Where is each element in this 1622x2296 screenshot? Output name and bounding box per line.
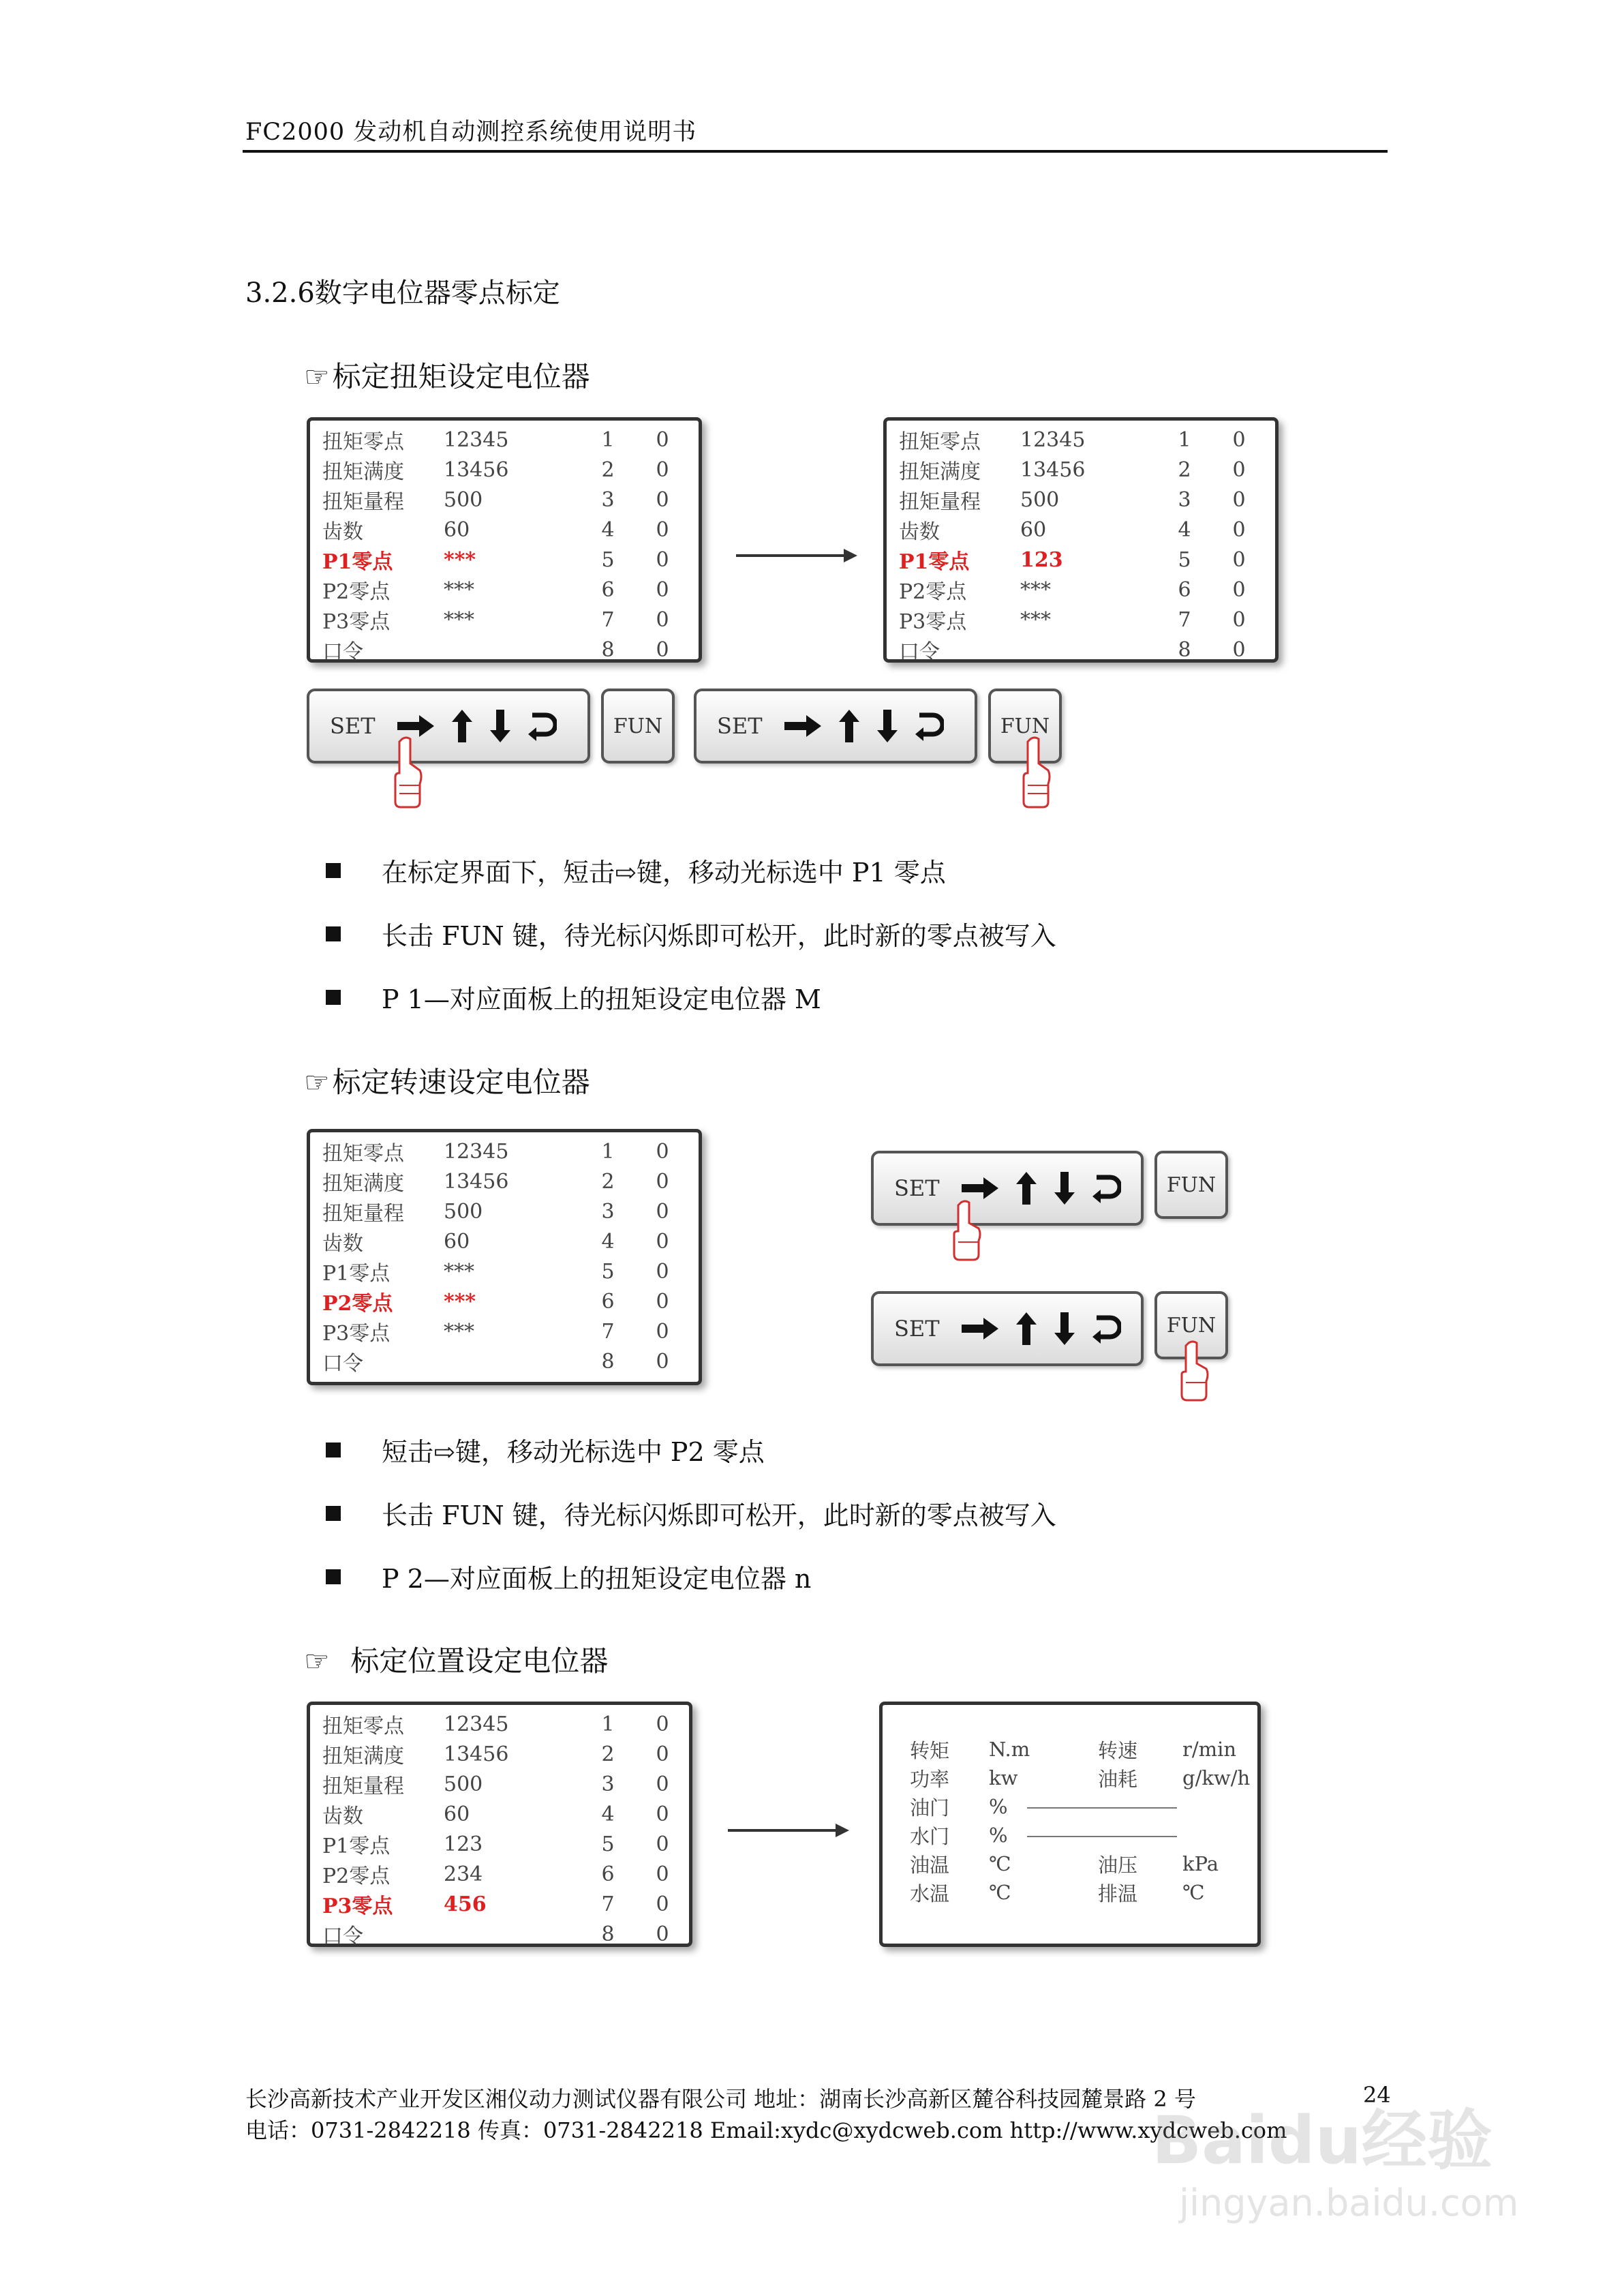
row-status: 0 bbox=[656, 487, 669, 512]
right-arrow-key-icon[interactable] bbox=[960, 1315, 1000, 1342]
row-index: 6 bbox=[1178, 577, 1191, 602]
param-value: 12345 bbox=[444, 1712, 509, 1736]
up-arrow-key-icon[interactable] bbox=[450, 708, 474, 744]
down-arrow-key-icon[interactable] bbox=[876, 708, 899, 744]
row-index: 1 bbox=[601, 1139, 615, 1164]
table-row bbox=[322, 1709, 686, 1739]
unit: kPa bbox=[1182, 1852, 1219, 1875]
table-row bbox=[899, 455, 1263, 485]
row-status: 0 bbox=[1232, 547, 1246, 572]
param-value: 60 bbox=[444, 517, 470, 542]
header-divider bbox=[243, 150, 1388, 153]
return-key-icon[interactable] bbox=[527, 710, 557, 742]
param-name: 口令 bbox=[322, 640, 363, 664]
row-status: 0 bbox=[656, 607, 669, 632]
table-row bbox=[322, 1739, 686, 1769]
param-value: 500 bbox=[444, 487, 483, 512]
row-status: 0 bbox=[1232, 577, 1246, 602]
param-value: 12345 bbox=[1020, 427, 1086, 452]
bar-graph-line bbox=[1027, 1807, 1177, 1809]
param-name: P2零点 bbox=[899, 580, 967, 604]
row-index: 7 bbox=[601, 607, 615, 632]
lcd-screen-measurement bbox=[879, 1702, 1261, 1947]
calibration-table bbox=[899, 425, 1263, 665]
row-index: 8 bbox=[601, 637, 615, 662]
section-title: 3.2.6数字电位器零点标定 bbox=[245, 277, 560, 309]
param-value: 500 bbox=[444, 1199, 483, 1224]
param-name: 齿数 bbox=[899, 520, 940, 544]
table-row bbox=[899, 635, 1263, 665]
row-index: 6 bbox=[601, 577, 615, 602]
list-item: 在标定界面下，短击⇨键，移动光标选中 P1 零点 bbox=[326, 839, 1056, 902]
instruction-list bbox=[326, 1418, 1056, 1608]
set-key[interactable]: SET bbox=[894, 1175, 940, 1201]
unit: ℃ bbox=[989, 1852, 1011, 1875]
label: 油压 bbox=[1098, 1853, 1138, 1877]
param-name: 扭矩零点 bbox=[899, 430, 981, 454]
table-row bbox=[322, 1166, 686, 1196]
table-row bbox=[322, 1136, 686, 1166]
row-index: 8 bbox=[601, 1922, 615, 1946]
row-index: 4 bbox=[1178, 517, 1191, 542]
row-status: 0 bbox=[656, 1229, 669, 1254]
watermark-url: jingyan.baidu.com bbox=[1179, 2181, 1519, 2224]
row-status: 0 bbox=[656, 1832, 669, 1856]
pressing-finger-icon bbox=[951, 1200, 983, 1261]
row-status: 0 bbox=[656, 517, 669, 542]
param-name: P2零点 bbox=[322, 580, 391, 604]
param-value: 13456 bbox=[444, 1742, 509, 1766]
table-row bbox=[322, 1226, 686, 1256]
right-arrow-key-icon[interactable] bbox=[783, 712, 823, 740]
row-status: 0 bbox=[656, 1289, 669, 1314]
unit: % bbox=[989, 1824, 1008, 1847]
right-arrow-icon bbox=[728, 1820, 851, 1841]
table-row bbox=[322, 425, 686, 455]
row-index: 1 bbox=[601, 427, 615, 452]
param-name: P3零点 bbox=[322, 1322, 391, 1346]
watermark bbox=[1152, 2100, 1533, 2263]
row-status: 0 bbox=[656, 427, 669, 452]
return-key-icon[interactable] bbox=[1091, 1312, 1121, 1345]
table-row bbox=[899, 485, 1263, 515]
unit: ℃ bbox=[1182, 1881, 1205, 1904]
label: 油温 bbox=[910, 1853, 950, 1877]
pressing-finger-icon bbox=[1021, 736, 1052, 810]
table-row bbox=[322, 635, 686, 665]
table-row bbox=[899, 605, 1263, 635]
unit: g/kw/h bbox=[1182, 1766, 1251, 1789]
row-index: 7 bbox=[1178, 607, 1191, 632]
row-status: 0 bbox=[656, 1742, 669, 1766]
row-status: 0 bbox=[656, 1772, 669, 1796]
param-value: *** bbox=[444, 577, 474, 602]
param-name: 扭矩量程 bbox=[322, 1202, 404, 1226]
row-index: 8 bbox=[601, 1349, 615, 1374]
row-status: 0 bbox=[656, 1319, 669, 1344]
param-value: 234 bbox=[444, 1862, 483, 1886]
param-value: 60 bbox=[444, 1802, 470, 1826]
table-row bbox=[322, 1316, 686, 1346]
down-arrow-key-icon[interactable] bbox=[489, 708, 512, 744]
down-arrow-key-icon[interactable] bbox=[1053, 1311, 1076, 1346]
param-value: 500 bbox=[1020, 487, 1060, 512]
row-status: 0 bbox=[1232, 427, 1246, 452]
lcd-screen-torque-before bbox=[307, 417, 702, 663]
table-row bbox=[322, 605, 686, 635]
row-status: 0 bbox=[656, 1922, 669, 1946]
table-row bbox=[322, 1889, 686, 1919]
param-name: 口令 bbox=[899, 640, 940, 664]
param-value: 123 bbox=[444, 1832, 483, 1856]
pointing-hand-icon: ☞ bbox=[304, 1066, 330, 1099]
row-status: 0 bbox=[656, 637, 669, 662]
set-key[interactable]: SET bbox=[330, 713, 376, 739]
param-value: 12345 bbox=[444, 1139, 509, 1164]
row-index: 1 bbox=[1178, 427, 1191, 452]
row-index: 2 bbox=[601, 1742, 615, 1766]
row-status: 0 bbox=[656, 1259, 669, 1284]
param-name: P1零点 bbox=[899, 550, 970, 574]
label: 转速 bbox=[1098, 1738, 1138, 1762]
lcd-screen-speed bbox=[307, 1129, 702, 1385]
table-row bbox=[322, 1286, 686, 1316]
row-index: 3 bbox=[1178, 487, 1191, 512]
bar-graph-line bbox=[1027, 1836, 1177, 1837]
list-item: P 1—对应面板上的扭矩设定电位器 M bbox=[326, 965, 1056, 1029]
label: 油门 bbox=[910, 1796, 950, 1819]
label: 排温 bbox=[1098, 1882, 1138, 1905]
table-row bbox=[322, 1196, 686, 1226]
row-index: 1 bbox=[601, 1712, 615, 1736]
param-name: 口令 bbox=[322, 1352, 363, 1376]
param-name: P3零点 bbox=[899, 610, 967, 634]
row-index: 4 bbox=[601, 1229, 615, 1254]
table-row bbox=[322, 1859, 686, 1889]
row-index: 8 bbox=[1178, 637, 1191, 662]
fun-key[interactable]: FUN bbox=[601, 689, 675, 764]
param-name: 扭矩零点 bbox=[322, 430, 404, 454]
param-name: 扭矩满度 bbox=[322, 1172, 404, 1196]
pressing-finger-icon bbox=[393, 736, 424, 810]
calibration-table bbox=[322, 1709, 686, 1949]
param-value: 123 bbox=[1020, 547, 1063, 572]
torque-subsection-title: ☞标定扭矩设定电位器 bbox=[304, 360, 590, 393]
fun-key[interactable]: FUN bbox=[988, 689, 1062, 764]
label: 转矩 bbox=[910, 1738, 950, 1762]
param-name: 扭矩量程 bbox=[322, 1774, 404, 1798]
list-item: 长击 FUN 键，待光标闪烁即可松开，此时新的零点被写入 bbox=[326, 902, 1056, 965]
table-row bbox=[899, 575, 1263, 605]
row-index: 3 bbox=[601, 487, 615, 512]
param-value: *** bbox=[444, 1289, 476, 1314]
up-arrow-key-icon[interactable] bbox=[1015, 1170, 1038, 1206]
param-value bbox=[444, 635, 577, 665]
param-value: 456 bbox=[444, 1892, 487, 1916]
row-status: 0 bbox=[656, 1169, 669, 1194]
label: 功率 bbox=[910, 1767, 950, 1791]
row-index: 5 bbox=[601, 1832, 615, 1856]
row-status: 0 bbox=[656, 1199, 669, 1224]
return-key-icon[interactable] bbox=[1091, 1172, 1121, 1205]
row-index: 5 bbox=[601, 547, 615, 572]
keypad-panel bbox=[871, 1291, 1144, 1366]
param-name: 齿数 bbox=[322, 1804, 363, 1828]
page-number: 24 bbox=[1363, 2082, 1391, 2108]
param-name: 口令 bbox=[322, 1924, 363, 1948]
row-index: 2 bbox=[601, 1169, 615, 1194]
row-index: 3 bbox=[601, 1772, 615, 1796]
right-arrow-icon bbox=[736, 545, 859, 566]
table-row bbox=[322, 1919, 686, 1949]
up-arrow-key-icon[interactable] bbox=[838, 708, 861, 744]
fun-key[interactable]: FUN bbox=[1154, 1151, 1228, 1219]
param-name: 扭矩量程 bbox=[899, 490, 981, 514]
param-name: 齿数 bbox=[322, 1232, 363, 1256]
row-status: 0 bbox=[1232, 607, 1246, 632]
param-value bbox=[1020, 635, 1154, 665]
row-status: 0 bbox=[656, 1349, 669, 1374]
unit: ℃ bbox=[989, 1881, 1011, 1904]
param-value: 13456 bbox=[444, 1169, 509, 1194]
table-row bbox=[322, 1346, 686, 1376]
calibration-table bbox=[322, 1136, 686, 1376]
param-value: 13456 bbox=[1020, 457, 1086, 482]
param-value: 500 bbox=[444, 1772, 483, 1796]
param-value: 13456 bbox=[444, 457, 509, 482]
row-status: 0 bbox=[656, 1802, 669, 1826]
param-name: P1零点 bbox=[322, 550, 393, 574]
row-status: 0 bbox=[1232, 457, 1246, 482]
row-index: 5 bbox=[1178, 547, 1191, 572]
param-value bbox=[444, 1919, 577, 1949]
row-index: 5 bbox=[601, 1259, 615, 1284]
table-row bbox=[899, 425, 1263, 455]
row-status: 0 bbox=[656, 577, 669, 602]
param-value bbox=[444, 1346, 577, 1376]
lcd-screen-torque-after bbox=[883, 417, 1279, 663]
keypad-panel bbox=[871, 1151, 1144, 1226]
calibration-table bbox=[322, 425, 686, 665]
row-status: 0 bbox=[656, 457, 669, 482]
row-index: 2 bbox=[1178, 457, 1191, 482]
row-status: 0 bbox=[656, 1862, 669, 1886]
table-row bbox=[322, 1256, 686, 1286]
table-row bbox=[322, 575, 686, 605]
table-row bbox=[322, 515, 686, 545]
fun-key[interactable]: FUN bbox=[1154, 1291, 1228, 1359]
set-key[interactable]: SET bbox=[717, 713, 763, 739]
up-arrow-key-icon[interactable] bbox=[1015, 1311, 1038, 1346]
list-item: 短击⇨键，移动光标选中 P2 零点 bbox=[326, 1418, 1056, 1481]
param-value: *** bbox=[1020, 607, 1051, 632]
label: 水门 bbox=[910, 1824, 950, 1848]
param-value: *** bbox=[444, 607, 474, 632]
param-name: 扭矩量程 bbox=[322, 490, 404, 514]
param-value: *** bbox=[444, 1319, 474, 1344]
param-name: 扭矩零点 bbox=[322, 1142, 404, 1166]
footer-contact: 电话：0731-2842218 传真：0731-2842218 Email:xydc@xydcweb.com http://www.xydcweb.com bbox=[245, 2117, 1287, 2143]
return-key-icon[interactable] bbox=[914, 710, 944, 742]
unit: kw bbox=[989, 1766, 1018, 1789]
row-index: 7 bbox=[601, 1892, 615, 1916]
right-arrow-key-icon[interactable] bbox=[960, 1175, 1000, 1202]
down-arrow-key-icon[interactable] bbox=[1053, 1170, 1076, 1206]
label: 水温 bbox=[910, 1882, 950, 1905]
param-name: 扭矩满度 bbox=[322, 1744, 404, 1768]
row-index: 7 bbox=[601, 1319, 615, 1344]
position-subsection-title: ☞ 标定位置设定电位器 bbox=[304, 1644, 609, 1678]
param-name: 扭矩满度 bbox=[899, 460, 981, 484]
row-status: 0 bbox=[656, 1892, 669, 1916]
row-index: 6 bbox=[601, 1862, 615, 1886]
keypad-panel bbox=[307, 689, 590, 764]
table-row bbox=[322, 1799, 686, 1829]
right-arrow-key-icon[interactable] bbox=[396, 712, 435, 740]
row-status: 0 bbox=[656, 1712, 669, 1736]
list-item: P 2—对应面板上的扭矩设定电位器 n bbox=[326, 1545, 1056, 1608]
param-name: P1零点 bbox=[322, 1834, 391, 1858]
pointing-hand-icon: ☞ bbox=[304, 1644, 330, 1678]
param-name: 扭矩零点 bbox=[322, 1715, 404, 1738]
param-value: 60 bbox=[444, 1229, 470, 1254]
pressing-finger-icon bbox=[1179, 1340, 1210, 1402]
measurement-table bbox=[910, 1735, 1250, 1907]
label: 油耗 bbox=[1098, 1767, 1138, 1791]
table-row bbox=[322, 455, 686, 485]
table-row bbox=[322, 1769, 686, 1799]
param-value: *** bbox=[444, 1259, 474, 1284]
footer-company-address: 长沙高新技术产业开发区湘仪动力测试仪器有限公司 地址：湖南长沙高新区麓谷科技园麓景路 2 号 bbox=[245, 2086, 1196, 2112]
row-status: 0 bbox=[1232, 517, 1246, 542]
table-row bbox=[322, 485, 686, 515]
unit: r/min bbox=[1182, 1738, 1237, 1761]
table-row bbox=[322, 545, 686, 575]
row-index: 3 bbox=[601, 1199, 615, 1224]
row-index: 6 bbox=[601, 1289, 615, 1314]
row-index: 4 bbox=[601, 1802, 615, 1826]
table-row bbox=[899, 515, 1263, 545]
table-row bbox=[322, 1829, 686, 1859]
row-index: 2 bbox=[601, 457, 615, 482]
list-item: 长击 FUN 键，待光标闪烁即可松开，此时新的零点被写入 bbox=[326, 1481, 1056, 1545]
speed-subsection-title: ☞标定转速设定电位器 bbox=[304, 1066, 590, 1099]
param-name: P3零点 bbox=[322, 610, 391, 634]
param-value: 60 bbox=[1020, 517, 1047, 542]
param-value: 12345 bbox=[444, 427, 509, 452]
param-value: *** bbox=[1020, 577, 1051, 602]
keypad-panel bbox=[694, 689, 977, 764]
param-name: P1零点 bbox=[322, 1262, 391, 1286]
unit: N.m bbox=[989, 1738, 1030, 1761]
row-index: 4 bbox=[601, 517, 615, 542]
param-name: P2零点 bbox=[322, 1864, 391, 1888]
row-status: 0 bbox=[656, 547, 669, 572]
param-value: *** bbox=[444, 547, 476, 572]
row-status: 0 bbox=[656, 1139, 669, 1164]
pointing-hand-icon: ☞ bbox=[304, 360, 330, 393]
watermark-brand: Baidu经验 bbox=[1152, 2102, 1493, 2179]
document-header-title: FC2000 发动机自动测控系统使用说明书 bbox=[245, 119, 697, 146]
set-key[interactable]: SET bbox=[894, 1316, 940, 1342]
param-name: 扭矩满度 bbox=[322, 460, 404, 484]
instruction-list bbox=[326, 839, 1056, 1029]
table-row bbox=[899, 545, 1263, 575]
row-status: 0 bbox=[1232, 487, 1246, 512]
unit: % bbox=[989, 1795, 1008, 1818]
param-name: P2零点 bbox=[322, 1292, 393, 1316]
param-name: 齿数 bbox=[322, 520, 363, 544]
row-status: 0 bbox=[1232, 637, 1246, 662]
lcd-screen-position bbox=[307, 1702, 692, 1947]
param-name: P3零点 bbox=[322, 1894, 393, 1918]
